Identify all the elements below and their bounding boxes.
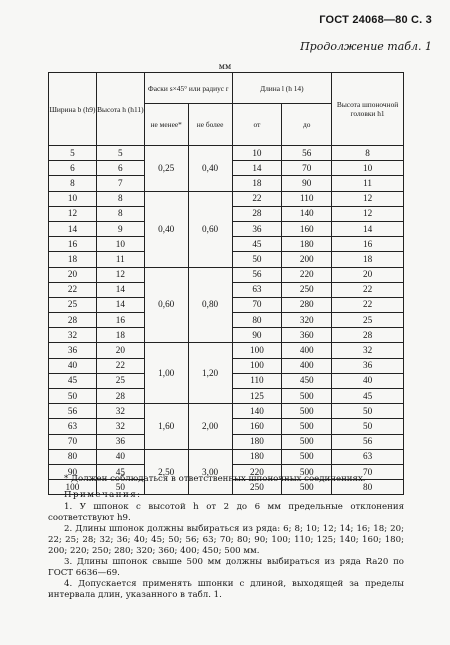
cell-length-from: 140 bbox=[232, 404, 282, 419]
note-1: 1. У шпонок с высотой h от 2 до 6 мм предельные отклонения соответствуют h9. bbox=[48, 502, 404, 523]
cell-length-to: 500 bbox=[282, 404, 332, 419]
cell-length-from: 100 bbox=[232, 358, 282, 373]
cell-width: 28 bbox=[49, 313, 97, 328]
cell-width: 16 bbox=[49, 237, 97, 252]
cell-length-from: 22 bbox=[232, 191, 282, 206]
cell-height: 28 bbox=[96, 389, 144, 404]
cell-width: 50 bbox=[49, 389, 97, 404]
cell-width: 18 bbox=[49, 252, 97, 267]
cell-length-to: 400 bbox=[282, 343, 332, 358]
cell-height: 50 bbox=[96, 480, 144, 495]
cell-width: 63 bbox=[49, 419, 97, 434]
cell-length-from: 180 bbox=[232, 434, 282, 449]
cell-length-from: 14 bbox=[232, 161, 282, 176]
cell-chamfer-max: 2,00 bbox=[188, 404, 232, 450]
cell-width: 25 bbox=[49, 297, 97, 312]
cell-height: 8 bbox=[96, 191, 144, 206]
cell-length-from: 18 bbox=[232, 176, 282, 191]
cell-height: 9 bbox=[96, 221, 144, 236]
note-4: 4. Допускается применять шпонки с длиной, выходящей за пределы интервала длин, указанного в табл. 1. bbox=[48, 579, 404, 600]
cell-chamfer-min: 0,25 bbox=[144, 146, 188, 192]
cell-head-height: 20 bbox=[332, 267, 404, 282]
cell-length-from: 45 bbox=[232, 237, 282, 252]
cell-length-from: 160 bbox=[232, 419, 282, 434]
cell-width: 100 bbox=[49, 480, 97, 495]
table-row bbox=[49, 404, 404, 419]
table-row bbox=[49, 191, 404, 206]
table-row bbox=[49, 343, 404, 358]
cell-head-height: 36 bbox=[332, 358, 404, 373]
cell-head-height: 12 bbox=[332, 191, 404, 206]
note-3: 3. Длины шпонок свыше 500 мм должны выбираться из ряда Ra20 по ГОСТ 6636—69. bbox=[48, 557, 404, 578]
cell-width: 90 bbox=[49, 464, 97, 479]
cell-width: 56 bbox=[49, 404, 97, 419]
cell-width: 8 bbox=[49, 176, 97, 191]
cell-length-to: 320 bbox=[282, 313, 332, 328]
cell-length-to: 500 bbox=[282, 389, 332, 404]
cell-length-to: 500 bbox=[282, 480, 332, 495]
cell-height: 6 bbox=[96, 161, 144, 176]
cell-height: 32 bbox=[96, 419, 144, 434]
cell-height: 14 bbox=[96, 282, 144, 297]
cell-width: 10 bbox=[49, 191, 97, 206]
cell-height: 40 bbox=[96, 449, 144, 464]
cell-length-to: 500 bbox=[282, 434, 332, 449]
cell-length-to: 280 bbox=[282, 297, 332, 312]
cell-length-to: 140 bbox=[282, 206, 332, 221]
cell-width: 5 bbox=[49, 146, 97, 161]
cell-chamfer-max: 3,00 bbox=[188, 449, 232, 495]
cell-width: 14 bbox=[49, 221, 97, 236]
cell-length-to: 500 bbox=[282, 419, 332, 434]
units-label: мм bbox=[218, 62, 232, 71]
cell-width: 36 bbox=[49, 343, 97, 358]
cell-length-from: 36 bbox=[232, 221, 282, 236]
cell-length-to: 110 bbox=[282, 191, 332, 206]
cell-height: 14 bbox=[96, 297, 144, 312]
cell-height: 22 bbox=[96, 358, 144, 373]
notes-title: Примечания: bbox=[64, 490, 142, 500]
cell-head-height: 22 bbox=[332, 297, 404, 312]
cell-head-height: 8 bbox=[332, 146, 404, 161]
cell-height: 45 bbox=[96, 464, 144, 479]
cell-chamfer-max: 0,80 bbox=[188, 267, 232, 343]
note-2: 2. Длины шпонок должны выбираться из ряда: 6; 8; 10; 12; 14; 16; 18; 20; 22; 25; 28; 32; 36; 40; 45; 50; 56; 63; 70; 80; 90; 100; 110; 125; 140; 160; 180; 200; 220; 250; 280; 320; 360; 400; 450; 500 мм. bbox=[48, 524, 404, 556]
table-row bbox=[49, 449, 404, 464]
cell-length-to: 160 bbox=[282, 221, 332, 236]
cell-head-height: 70 bbox=[332, 464, 404, 479]
cell-chamfer-max: 0,40 bbox=[188, 146, 232, 192]
cell-height: 36 bbox=[96, 434, 144, 449]
col-chamfer-max: не более bbox=[188, 104, 232, 146]
cell-length-to: 70 bbox=[282, 161, 332, 176]
cell-head-height: 18 bbox=[332, 252, 404, 267]
cell-length-to: 56 bbox=[282, 146, 332, 161]
cell-length-to: 220 bbox=[282, 267, 332, 282]
cell-length-to: 180 bbox=[282, 237, 332, 252]
cell-width: 6 bbox=[49, 161, 97, 176]
cell-length-to: 450 bbox=[282, 373, 332, 388]
cell-height: 5 bbox=[96, 146, 144, 161]
cell-head-height: 80 bbox=[332, 480, 404, 495]
cell-height: 10 bbox=[96, 237, 144, 252]
cell-chamfer-max: 0,60 bbox=[188, 191, 232, 267]
cell-chamfer-min: 2,50 bbox=[144, 449, 188, 495]
cell-length-from: 56 bbox=[232, 267, 282, 282]
col-chamfer: Фаски s×45° или радиус r bbox=[144, 73, 232, 104]
cell-head-height: 14 bbox=[332, 221, 404, 236]
cell-height: 18 bbox=[96, 328, 144, 343]
col-length-from: от bbox=[232, 104, 282, 146]
table-row bbox=[49, 146, 404, 161]
cell-chamfer-min: 1,00 bbox=[144, 343, 188, 404]
key-dimensions-table bbox=[48, 72, 404, 495]
cell-length-to: 200 bbox=[282, 252, 332, 267]
cell-height: 12 bbox=[96, 267, 144, 282]
cell-width: 70 bbox=[49, 434, 97, 449]
col-chamfer-min: не менее* bbox=[144, 104, 188, 146]
cell-head-height: 40 bbox=[332, 373, 404, 388]
cell-length-from: 80 bbox=[232, 313, 282, 328]
table-row bbox=[49, 267, 404, 282]
cell-head-height: 45 bbox=[332, 389, 404, 404]
cell-length-to: 400 bbox=[282, 358, 332, 373]
cell-height: 32 bbox=[96, 404, 144, 419]
cell-height: 8 bbox=[96, 206, 144, 221]
cell-length-to: 500 bbox=[282, 464, 332, 479]
cell-head-height: 50 bbox=[332, 404, 404, 419]
col-height: Высота h (h11) bbox=[96, 73, 144, 146]
cell-head-height: 22 bbox=[332, 282, 404, 297]
notes-section bbox=[48, 490, 404, 601]
col-length-to: до bbox=[282, 104, 332, 146]
cell-head-height: 25 bbox=[332, 313, 404, 328]
cell-head-height: 16 bbox=[332, 237, 404, 252]
cell-chamfer-max: 1,20 bbox=[188, 343, 232, 404]
cell-width: 12 bbox=[49, 206, 97, 221]
cell-length-from: 110 bbox=[232, 373, 282, 388]
cell-length-from: 63 bbox=[232, 282, 282, 297]
cell-chamfer-min: 1,60 bbox=[144, 404, 188, 450]
cell-length-from: 100 bbox=[232, 343, 282, 358]
cell-length-from: 90 bbox=[232, 328, 282, 343]
cell-width: 45 bbox=[49, 373, 97, 388]
cell-head-height: 28 bbox=[332, 328, 404, 343]
cell-height: 11 bbox=[96, 252, 144, 267]
cell-length-from: 10 bbox=[232, 146, 282, 161]
cell-height: 16 bbox=[96, 313, 144, 328]
cell-head-height: 63 bbox=[332, 449, 404, 464]
cell-height: 25 bbox=[96, 373, 144, 388]
cell-length-to: 500 bbox=[282, 449, 332, 464]
cell-length-to: 360 bbox=[282, 328, 332, 343]
cell-height: 7 bbox=[96, 176, 144, 191]
table-continuation-label: Продолжение табл. 1 bbox=[300, 40, 432, 53]
col-width: Ширина b (h9) bbox=[49, 73, 97, 146]
cell-height: 20 bbox=[96, 343, 144, 358]
cell-head-height: 56 bbox=[332, 434, 404, 449]
col-length: Длина l (h 14) bbox=[232, 73, 332, 104]
cell-chamfer-min: 0,60 bbox=[144, 267, 188, 343]
cell-head-height: 32 bbox=[332, 343, 404, 358]
cell-head-height: 50 bbox=[332, 419, 404, 434]
cell-width: 40 bbox=[49, 358, 97, 373]
cell-chamfer-min: 0,40 bbox=[144, 191, 188, 267]
cell-length-from: 125 bbox=[232, 389, 282, 404]
footnote: * Должен соблюдаться в ответственных шпоночных соединениях. bbox=[64, 474, 366, 484]
cell-head-height: 12 bbox=[332, 206, 404, 221]
cell-head-height: 10 bbox=[332, 161, 404, 176]
cell-length-from: 28 bbox=[232, 206, 282, 221]
col-head-height: Высота шпоночной головки h1 bbox=[332, 73, 404, 146]
table-body bbox=[49, 146, 404, 495]
cell-length-from: 70 bbox=[232, 297, 282, 312]
cell-width: 32 bbox=[49, 328, 97, 343]
cell-length-from: 180 bbox=[232, 449, 282, 464]
cell-width: 20 bbox=[49, 267, 97, 282]
cell-head-height: 11 bbox=[332, 176, 404, 191]
cell-length-from: 50 bbox=[232, 252, 282, 267]
cell-length-from: 220 bbox=[232, 464, 282, 479]
standard-header: ГОСТ 24068—80 С. 3 bbox=[319, 14, 432, 26]
cell-length-from: 250 bbox=[232, 480, 282, 495]
cell-width: 80 bbox=[49, 449, 97, 464]
cell-width: 22 bbox=[49, 282, 97, 297]
cell-length-to: 250 bbox=[282, 282, 332, 297]
cell-length-to: 90 bbox=[282, 176, 332, 191]
